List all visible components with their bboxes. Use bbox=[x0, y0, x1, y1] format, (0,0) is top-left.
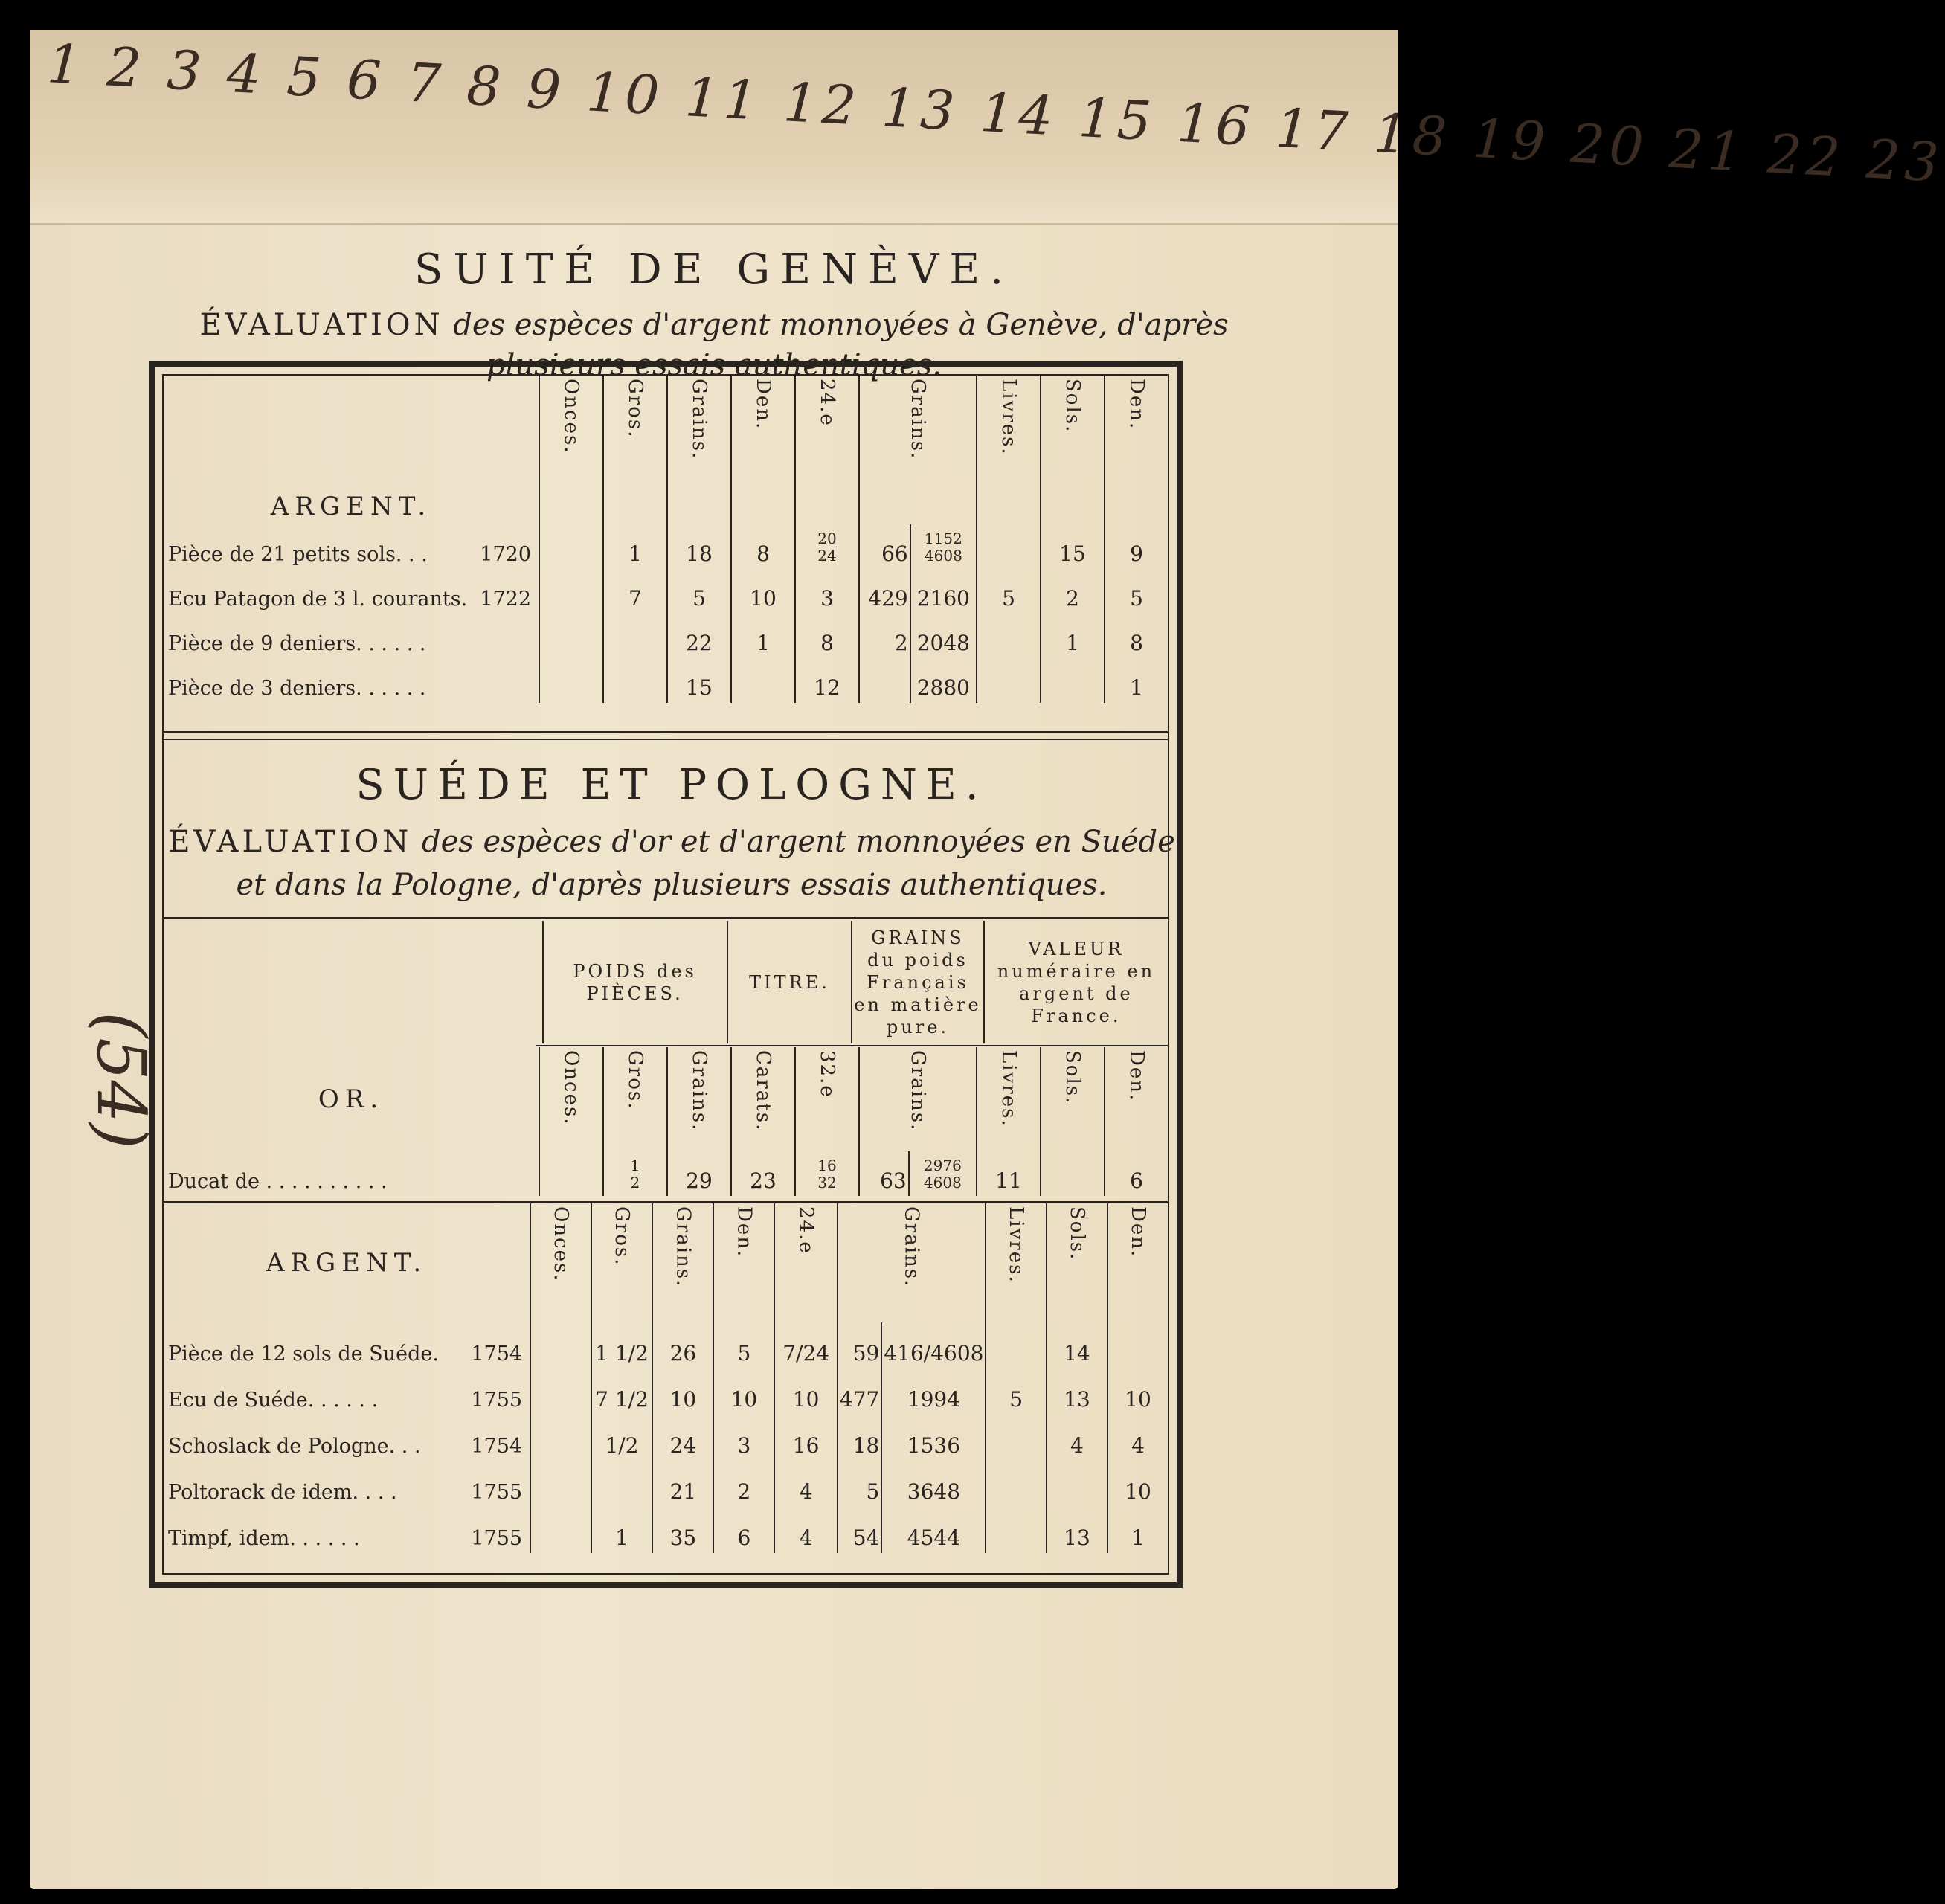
table-row: Timpf, idem. . . . . . 1755 1 35 6 4 54 4544 13 1 bbox=[164, 1507, 1168, 1553]
rule-suede bbox=[164, 917, 1168, 919]
table-row: Ducat de . . . . . . . . . . $\frac{1}{2}$ 29 23 $\frac{16}{32}$ 63 $\frac{2976}{4608}$ 11 6 bbox=[164, 1151, 1168, 1196]
table-row: Ecu de Suéde. . . . . . 1755 7 1/2 10 10 10 477 1994 5 13 10 bbox=[164, 1368, 1168, 1415]
group-grains: GRAINS du poids Français en matière pure. bbox=[852, 921, 984, 1043]
col-gros: Gros. bbox=[624, 379, 646, 439]
suede-title: SUÉDE ET POLOGNE. bbox=[356, 761, 988, 809]
suede-subtitle bbox=[162, 820, 1181, 907]
handwritten-numbers: 1 2 3 4 5 6 7 8 9 10 11 12 13 14 15 16 17 18 19 20 21 22 23 bbox=[45, 32, 1945, 194]
col-onces: Onces. bbox=[560, 379, 582, 454]
section-or: OR. bbox=[318, 1084, 385, 1114]
folded-flap bbox=[30, 30, 1945, 225]
group-poids: POIDS des PIÈCES. bbox=[543, 921, 727, 1043]
col-livres: Livres. bbox=[997, 379, 1020, 456]
table-row: Schoslack de Pologne. . . 1754 1/2 24 3 16 18 1536 4 4 bbox=[164, 1415, 1168, 1461]
handwritten-page-number: (54) bbox=[81, 1012, 160, 1149]
double-rule-top bbox=[164, 731, 1168, 733]
suede-subtitle-rest: des espèces d'or et d'argent monnoyées en Suéde et dans la Pologne, d'après plusieurs essais authentiques. bbox=[236, 825, 1175, 902]
col-den2: Den. bbox=[1125, 379, 1148, 431]
suede-subtitle-lead: ÉVALUATION bbox=[168, 825, 413, 859]
col-24e: 24.e bbox=[816, 379, 838, 427]
table-row: Pièce de 21 petits sols. . . 1720 1 18 8 $\frac{20}{24}$ 66 $\frac{1152}{4608}$ 15 9 bbox=[164, 524, 1168, 569]
table-row: Pièce de 9 deniers. . . . . . 22 1 8 2 2048 1 8 bbox=[164, 614, 1168, 658]
col-grains: Grains. bbox=[688, 379, 710, 460]
group-valeur: VALEUR numéraire en argent de France. bbox=[984, 921, 1168, 1043]
geneve-section-argent: ARGENT. bbox=[270, 492, 432, 521]
rule-groups bbox=[536, 1045, 1168, 1046]
col-den: Den. bbox=[752, 379, 774, 431]
geneve-title: SUITÉ DE GENÈVE. bbox=[414, 245, 1014, 294]
section-argent: ARGENT. bbox=[266, 1248, 428, 1278]
col-grains-pure: Grains. bbox=[907, 379, 929, 460]
argent-table: ARGENT. Onces. Gros. Grains. Den. 24.e Grains. Livres. Sols. Den. Pièce de 12 sols de Suéde. 1754 1 1/2 26 5 7/24 59 416/4608 14 Ecu de Suéde. . . . . . 1755 7 1/2 10 10 10 477 1994 5 13 10 Schoslack de Pologne. . . 1754 1/2 24 3 16 18 1536 4 4 Poltorack de idem. . . . 1755 21 2 4 5 3648 10 Timpf, idem. . . . . . 1755 1 35 6 4 54 4544 13 1 bbox=[164, 1203, 1168, 1553]
group-titre: TITRE. bbox=[727, 921, 852, 1043]
or-table: OR. Onces. Gros. Grains. Carats. 32.e Grains. Livres. Sols. Den. Ducat de . . . . . . . . . . $\frac{1}{2}$ 29 23 $\frac{16}{32}$ 63 $\frac{2976}{4608}$ 11 6 bbox=[164, 1047, 1168, 1196]
geneve-subtitle-lead: ÉVALUATION bbox=[199, 308, 444, 342]
table-row: Pièce de 12 sols de Suéde. 1754 1 1/2 26 5 7/24 59 416/4608 14 bbox=[164, 1322, 1168, 1368]
col-sols: Sols. bbox=[1061, 379, 1084, 434]
suede-group-headers bbox=[164, 921, 1168, 1043]
geneve-subtitle-rest: des espèces d'argent monnoyées à Genève, d'après plusieurs essais authentiques. bbox=[453, 308, 1229, 382]
table-row: Poltorack de idem. . . . 1755 21 2 4 5 3648 10 bbox=[164, 1461, 1168, 1507]
double-rule-bottom bbox=[164, 739, 1168, 740]
table-row: Pièce de 3 deniers. . . . . . 15 12 2880 1 bbox=[164, 658, 1168, 703]
table-frame bbox=[149, 361, 1183, 1588]
table-row: Ecu Patagon de 3 l. courants. 1722 7 5 10 3 429 2160 5 2 5 bbox=[164, 569, 1168, 614]
geneve-table bbox=[164, 376, 1168, 703]
